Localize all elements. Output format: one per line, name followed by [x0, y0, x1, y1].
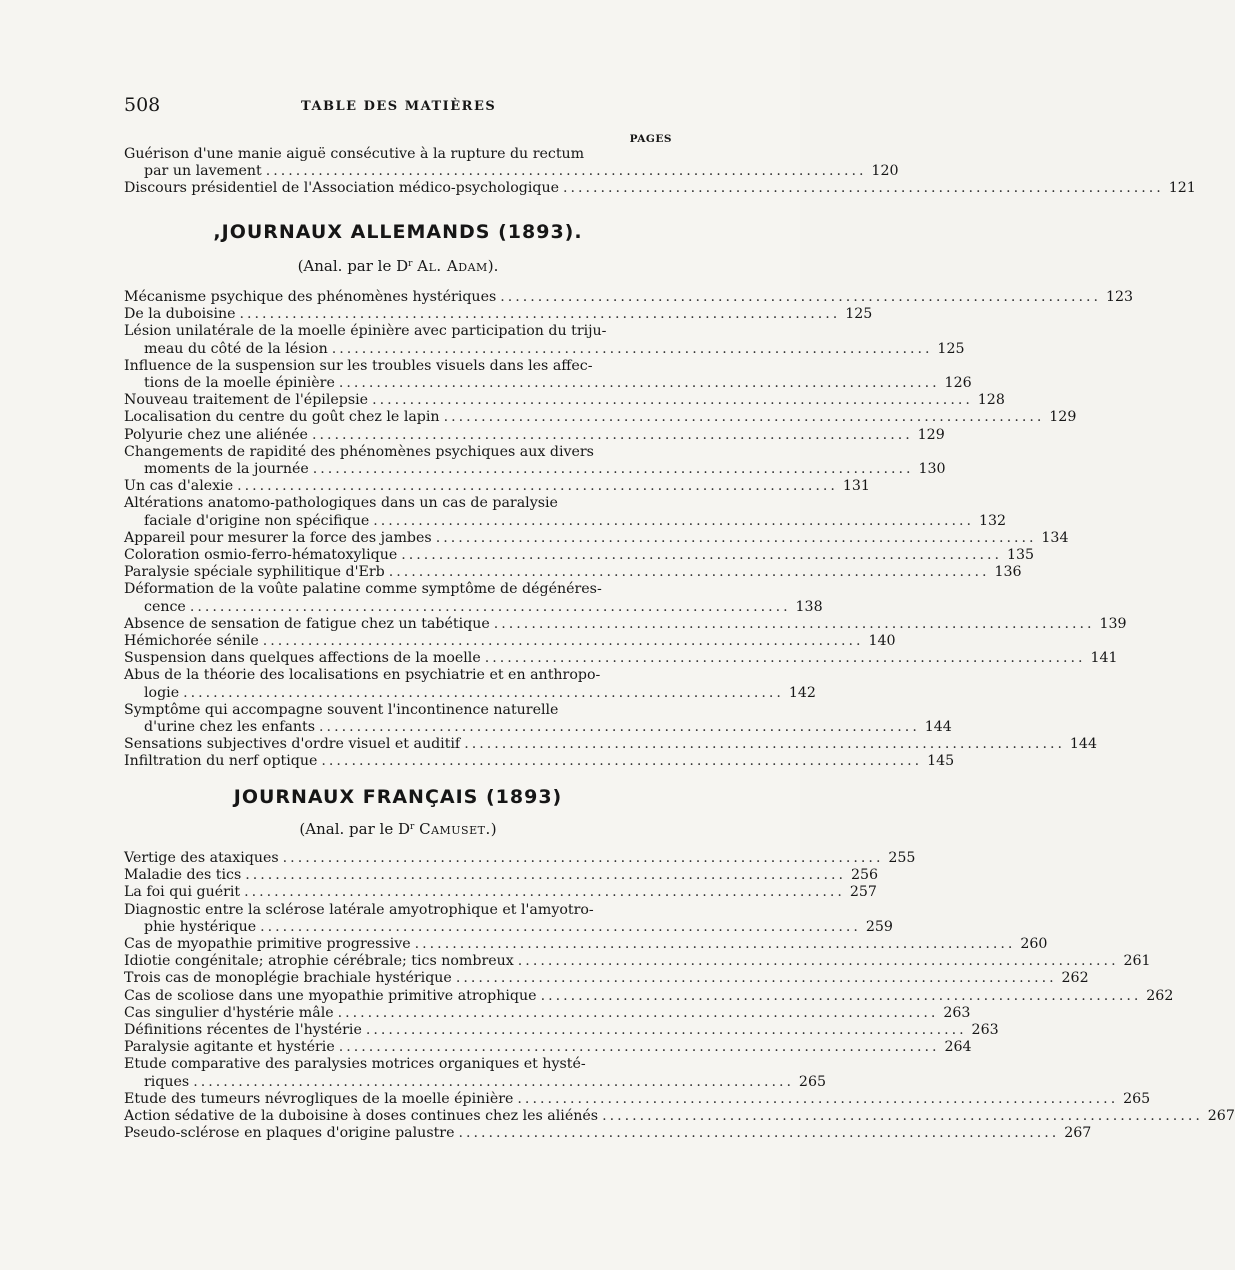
entry-last-line: [124, 753, 955, 770]
dot-leader: ................................................................................: [562, 180, 1164, 197]
entry-text: Définitions récentes de l'hystérie: [124, 1022, 362, 1039]
entry-text: phie hystérique: [144, 918, 257, 935]
entry-text: Polyurie chez une aliénée: [124, 426, 308, 443]
entry-text: Action sédative de la duboisine à doses continues chez les aliénés: [124, 1108, 599, 1125]
entry-text: Guérison d'une manie aiguë consécutive à la rupture du rectum: [124, 146, 585, 162]
toc-entry: [124, 953, 1151, 970]
entry-page-number: 263: [971, 1022, 999, 1039]
toc-entry: [124, 1090, 1151, 1108]
entry-page-number: 255: [888, 850, 916, 866]
entry-last-line: [124, 1125, 1092, 1142]
entry-page-number: 267: [1207, 1108, 1235, 1125]
entry-page-number: 130: [918, 461, 946, 478]
page-number: 508: [124, 94, 161, 116]
toc-entry: [124, 901, 893, 936]
entry-page-number: 138: [795, 598, 823, 615]
toc-entry: [124, 581, 823, 615]
entry-text: meau du côté de la lésion: [144, 340, 328, 357]
dot-leader: ................................................................................: [338, 375, 940, 392]
entry-text: Altérations anatomo-pathologiques dans un cas de paralysie: [124, 495, 558, 512]
entry-last-line: [124, 867, 879, 884]
entry-last-line: [124, 953, 1151, 970]
entry-text: Cas de scoliose dans une myopathie primitive atrophique: [124, 987, 537, 1004]
entry-text: Symptôme qui accompagne souvent l'incontinence naturelle: [124, 701, 559, 718]
credit-suffix: ): [490, 820, 497, 838]
dot-leader: ................................................................................: [189, 598, 791, 615]
entry-page-number: 262: [1061, 970, 1089, 987]
entry-text: Coloration osmio-ferro-hématoxylique: [124, 547, 398, 564]
toc-entry: [124, 650, 1118, 667]
entry-page-number: 125: [937, 340, 965, 357]
entry-text: La foi qui guérit: [124, 884, 241, 901]
entry-last-line: [124, 461, 946, 478]
entry-page-number: 141: [1090, 650, 1118, 667]
credit-author: Camuset.: [419, 820, 491, 838]
toc-entry: [124, 289, 1134, 306]
dot-leader: ................................................................................: [193, 1073, 795, 1090]
toc-entry: [124, 1022, 999, 1039]
dot-leader: ................................................................................: [245, 867, 847, 884]
entry-text: Nouveau traitement de l'épilepsie: [124, 392, 369, 409]
entry-last-line: [124, 306, 873, 323]
entry-page-number: 257: [849, 884, 877, 901]
entry-last-line: [124, 1108, 1235, 1125]
entry-last-line: [124, 1073, 827, 1091]
entry-last-line: [124, 426, 945, 444]
dot-leader: ................................................................................: [464, 736, 1065, 753]
entry-text: Etude comparative des paralysies motrices organiques et hysté-: [124, 1056, 586, 1073]
entry-text: De la duboisine: [124, 306, 236, 323]
entry-text: Cas singulier d'hystérie mâle: [124, 1004, 334, 1021]
toc-entry: [124, 884, 877, 901]
toc-entry: [124, 970, 1089, 987]
entry-last-line: [124, 1022, 999, 1039]
entry-text: logie: [144, 684, 180, 701]
entry-last-line: [124, 375, 972, 392]
dot-leader: ................................................................................: [365, 1022, 967, 1039]
toc-entry: [124, 1004, 971, 1022]
toc-entry: [124, 850, 916, 867]
toc-list-german: [124, 289, 1134, 771]
entry-page-number: 262: [1146, 987, 1174, 1004]
entry-text: Idiotie congénitale; atrophie cérébrale; tics nombreux: [124, 953, 514, 970]
entry-text: Paralysie spéciale syphilitique d'Erb: [124, 564, 385, 581]
entry-page-number: 264: [944, 1039, 972, 1056]
toc-entry: [124, 867, 879, 884]
entry-text: Suspension dans quelques affections de la moelle: [124, 650, 481, 667]
toc-entry: [124, 478, 870, 495]
entry-last-line: [124, 615, 1127, 633]
dot-leader: ................................................................................: [388, 564, 990, 581]
entry-page-number: 120: [871, 163, 899, 180]
dot-leader: ................................................................................: [458, 1125, 1060, 1142]
toc-entry: [124, 1108, 1235, 1125]
toc-entry: [124, 306, 873, 323]
entry-last-line: [124, 987, 1174, 1005]
entry-page-number: 123: [1105, 289, 1134, 305]
toc-entry: [124, 443, 946, 478]
entry-text: Vertige des ataxiques: [124, 850, 279, 866]
dot-leader: ................................................................................: [244, 884, 845, 901]
toc-entry: [124, 409, 1077, 426]
entry-page-number: 261: [1123, 953, 1151, 970]
entry-page-number: 265: [1123, 1090, 1151, 1107]
entry-page-number: 128: [977, 392, 1005, 409]
entry-text: Localisation du centre du goût chez le lapin: [124, 409, 440, 426]
credit-sup: r: [410, 822, 415, 832]
entry-page-number: 134: [1041, 529, 1069, 546]
entry-text: Absence de sensation de fatigue chez un tabétique: [124, 615, 490, 632]
dot-leader: ................................................................................: [321, 753, 923, 770]
credit-suffix: ).: [487, 257, 499, 275]
dot-leader: ................................................................................: [331, 340, 933, 357]
entry-text: Diagnostic entre la sclérose latérale amyotrophique et l'amyotro-: [124, 901, 594, 918]
dot-leader: ................................................................................: [373, 512, 975, 529]
credit-sup: r: [408, 259, 413, 269]
dot-leader: ................................................................................: [602, 1108, 1203, 1125]
toc-entry: [124, 701, 952, 736]
toc-entry: [124, 564, 1022, 581]
entry-last-line: [124, 598, 823, 616]
entry-page-number: 121: [1168, 180, 1196, 197]
entry-page-number: 139: [1099, 615, 1127, 632]
dot-leader: ................................................................................: [493, 615, 1095, 632]
entry-last-line: [124, 970, 1089, 987]
entry-page-number: 142: [788, 684, 816, 701]
toc-entry: [124, 180, 1196, 197]
dot-leader: ................................................................................: [260, 918, 861, 935]
toc-entry: [124, 323, 965, 357]
dot-leader: ................................................................................: [517, 953, 1119, 970]
entry-last-line: [124, 547, 1035, 564]
section-credit-german: [124, 257, 672, 275]
entry-page-number: 260: [1020, 936, 1048, 953]
entry-text: Trois cas de monoplégie brachiale hystérique: [124, 970, 452, 987]
entry-text: Maladie des tics: [124, 867, 242, 884]
entry-text: Influence de la suspension sur les troubles visuels dans les affec-: [124, 357, 593, 374]
entry-text: Hémichorée sénile: [124, 633, 259, 650]
entry-text: Infiltration du nerf optique: [124, 753, 318, 770]
dot-leader: ................................................................................: [443, 409, 1045, 426]
entry-page-number: 132: [978, 512, 1007, 529]
entry-text: Lésion unilatérale de la moelle épinière avec participation du triju-: [124, 323, 607, 340]
entry-last-line: [124, 392, 1005, 409]
entry-page-number: 259: [865, 918, 893, 935]
entry-page-number: 256: [850, 867, 879, 884]
entry-text: Un cas d'alexie: [124, 478, 234, 495]
entry-last-line: [124, 1090, 1151, 1108]
toc-entry: [124, 357, 972, 392]
entry-page-number: 144: [1069, 736, 1097, 753]
entry-text: faciale d'origine non spécifique: [144, 512, 370, 529]
entry-page-number: 126: [944, 375, 972, 392]
entry-page-number: 135: [1006, 547, 1035, 564]
entry-last-line: [124, 918, 893, 936]
entry-page-number: 145: [927, 753, 955, 770]
entry-last-line: [124, 163, 899, 180]
running-title: TABLE DES MATIÈRES: [301, 99, 497, 114]
entry-text: cence: [144, 598, 186, 615]
toc-entry: [124, 615, 1127, 633]
dot-leader: ................................................................................: [414, 936, 1016, 953]
toc-entry: [124, 936, 1048, 953]
entry-page-number: 136: [994, 564, 1022, 581]
dot-leader: ................................................................................: [435, 529, 1037, 546]
toc-entry: [124, 1039, 972, 1056]
dot-leader: ................................................................................: [455, 970, 1057, 987]
entry-page-number: 263: [943, 1004, 971, 1021]
dot-leader: ................................................................................: [372, 392, 973, 409]
entry-page-number: 144: [924, 719, 952, 736]
credit-author: Al. Adam: [417, 257, 488, 275]
dot-leader: ................................................................................: [312, 461, 914, 478]
page-header: [124, 94, 672, 118]
entry-last-line: [124, 684, 816, 702]
toc-entry: [124, 633, 896, 650]
entry-last-line: [124, 180, 1196, 197]
toc-entry: [124, 1056, 827, 1090]
entry-last-line: [124, 884, 877, 901]
dot-leader: ................................................................................: [500, 289, 1102, 305]
entry-text: Etude des tumeurs névrogliques de la moelle épinière: [124, 1090, 514, 1107]
entry-last-line: [124, 936, 1048, 953]
entry-page-number: 129: [1049, 409, 1077, 426]
dot-leader: ................................................................................: [311, 426, 913, 443]
dot-leader: ................................................................................: [319, 719, 920, 736]
entry-text: Abus de la théorie des localisations en psychiatrie et en anthropo-: [124, 667, 601, 684]
dot-leader: ................................................................................: [338, 1039, 940, 1056]
entry-page-number: 265: [798, 1073, 827, 1090]
entry-page-number: 129: [917, 426, 945, 443]
dot-leader: ................................................................................: [265, 163, 867, 180]
toc-list-intro: [124, 146, 1196, 198]
section-credit-french: [124, 820, 672, 838]
entry-text: Paralysie agitante et hystérie: [124, 1039, 335, 1056]
entry-last-line: [124, 478, 870, 495]
toc-list-french: [124, 850, 1235, 1142]
entry-text: tions de la moelle épinière: [144, 375, 335, 392]
toc-entry: [124, 529, 1069, 547]
entry-last-line: [124, 850, 916, 867]
entry-page-number: 267: [1064, 1125, 1092, 1142]
entry-page-number: 125: [845, 306, 873, 323]
toc-entry: [124, 987, 1174, 1005]
toc-entry: [124, 667, 816, 701]
entry-last-line: [124, 1004, 971, 1022]
section-title-french: JOURNAUX FRANÇAIS (1893): [233, 786, 563, 808]
dot-leader: ................................................................................: [262, 633, 864, 650]
entry-last-line: [124, 719, 952, 736]
entry-text: Sensations subjectives d'ordre visuel et auditif: [124, 736, 461, 753]
dot-leader: ................................................................................: [540, 987, 1142, 1004]
section-title-german: ,JOURNAUX ALLEMANDS (1893).: [213, 221, 583, 243]
entry-last-line: [124, 409, 1077, 426]
entry-text: par un lavement: [144, 163, 262, 180]
entry-last-line: [124, 289, 1134, 306]
toc-entry: [124, 392, 1005, 409]
entry-last-line: [124, 650, 1118, 667]
entry-last-line: [124, 633, 896, 650]
entry-last-line: [124, 1039, 972, 1056]
toc-entry: [124, 753, 955, 770]
entry-text: riques: [144, 1073, 190, 1090]
pages-column-label: PAGES: [629, 133, 672, 145]
credit-prefix: (Anal. par le D: [299, 820, 410, 838]
entry-last-line: [124, 564, 1022, 581]
entry-text: Discours présidentiel de l'Association médico-psychologique: [124, 180, 559, 197]
toc-entry: [124, 1125, 1092, 1142]
entry-text: Déformation de la voûte palatine comme symptôme de dégénéres-: [124, 581, 602, 598]
credit-prefix: (Anal. par le D: [297, 257, 409, 275]
entry-page-number: 140: [868, 633, 896, 650]
toc-entry: [124, 146, 899, 180]
dot-leader: ................................................................................: [237, 478, 838, 495]
entry-last-line: [124, 340, 965, 358]
toc-entry: [124, 426, 945, 444]
entry-text: Mécanisme psychique des phénomènes hystériques: [124, 289, 497, 305]
dot-leader: ................................................................................: [484, 650, 1086, 667]
entry-last-line: [124, 736, 1097, 753]
entry-text: Appareil pour mesurer la force des jambes: [124, 529, 432, 546]
toc-entry: [124, 547, 1035, 564]
dot-leader: ................................................................................: [337, 1004, 939, 1021]
dot-leader: ................................................................................: [239, 306, 841, 323]
entry-text: Pseudo-sclérose en plaques d'origine palustre: [124, 1125, 455, 1142]
dot-leader: ................................................................................: [282, 850, 884, 866]
toc-entry: [124, 495, 1007, 529]
toc-entry: [124, 736, 1097, 753]
dot-leader: ................................................................................: [183, 684, 784, 701]
entry-text: d'urine chez les enfants: [144, 719, 316, 736]
entry-page-number: 131: [842, 478, 870, 495]
entry-last-line: [124, 512, 1007, 530]
entry-text: Cas de myopathie primitive progressive: [124, 936, 411, 953]
entry-text: Changements de rapidité des phénomènes psychiques aux divers: [124, 443, 594, 460]
dot-leader: ................................................................................: [401, 547, 1003, 564]
entry-text: moments de la journée: [144, 461, 309, 478]
entry-last-line: [124, 529, 1069, 547]
dot-leader: ................................................................................: [517, 1090, 1119, 1107]
